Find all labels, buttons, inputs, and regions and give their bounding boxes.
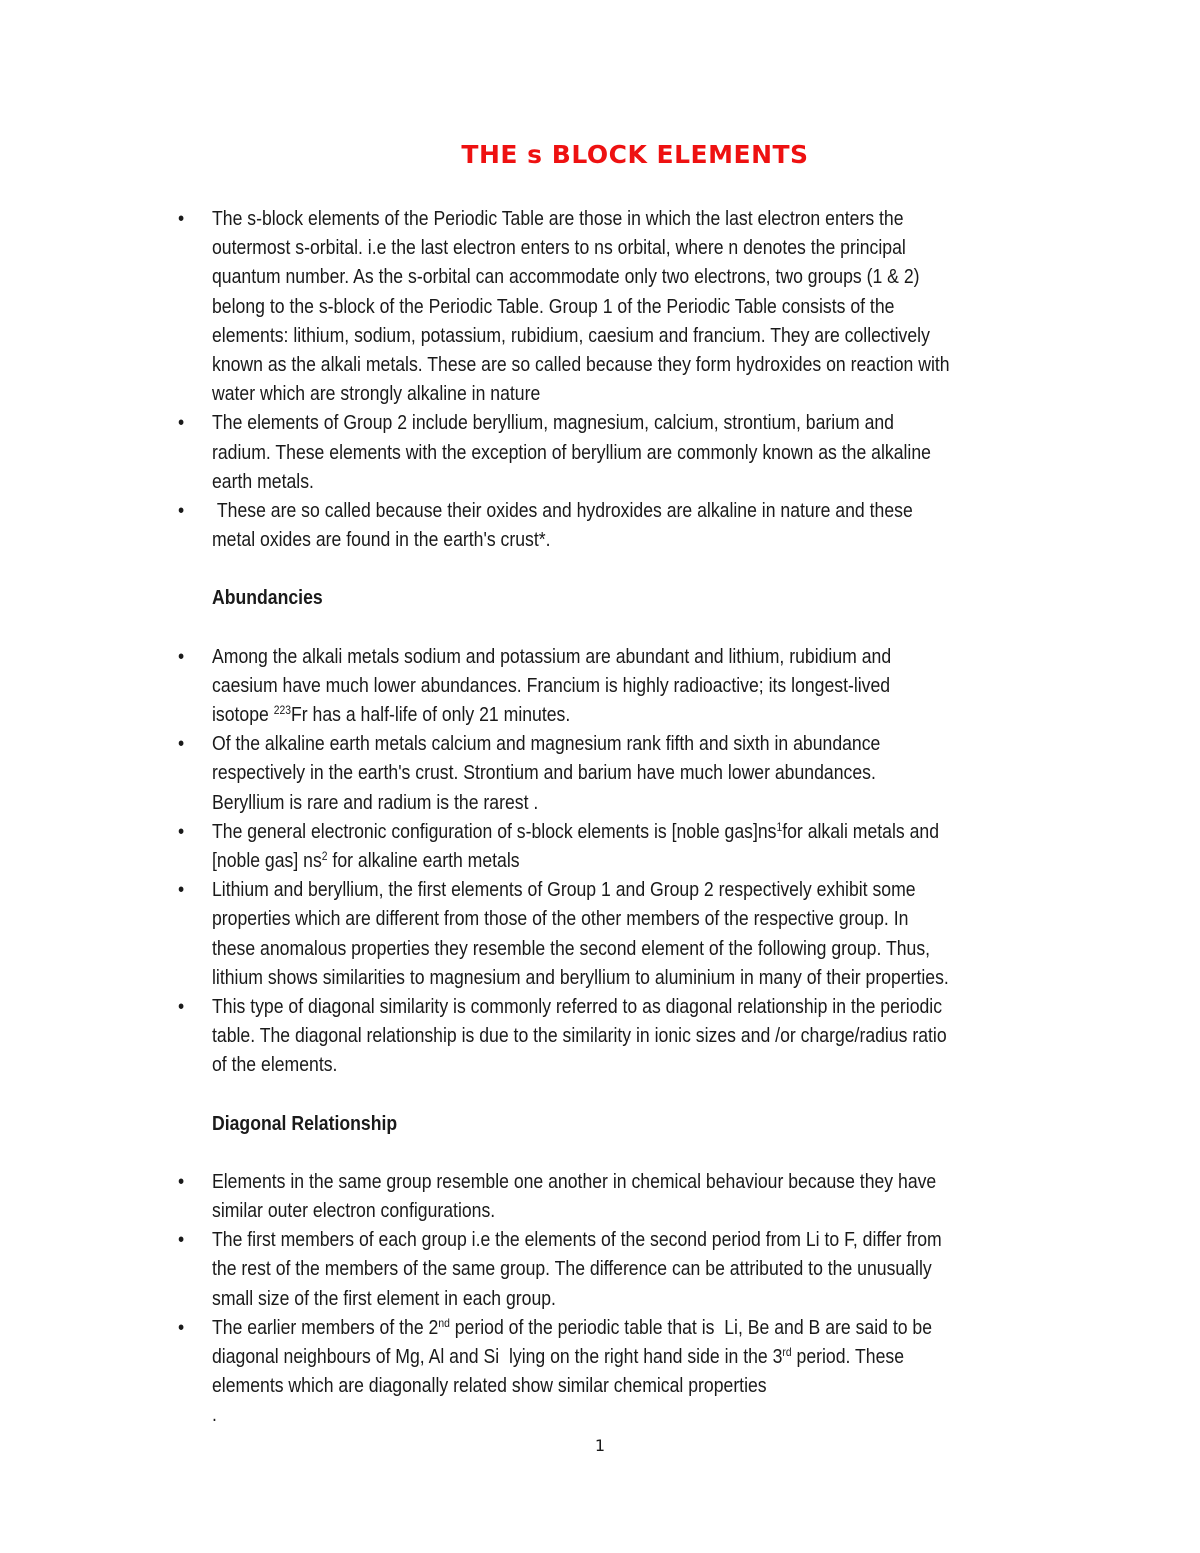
- paragraph-text: Of the alkaline earth metals calcium and magnesium rank fifth and sixth in abundance respectively in the earth's crust. Strontium and barium have much lower abundances. Beryllium is rare and radium is the rarest .: [212, 732, 881, 814]
- intro-list: [177, 204, 952, 554]
- bullet-icon: •: [177, 644, 185, 668]
- list-item: [177, 496, 952, 554]
- paragraph-text: Lithium and beryllium, the first elements of Group 1 and Group 2 respectively exhibit some properties which are different from those of the other members of the respective group. In these anomalous properties they resemble the second element of the following group. Thus, lithium shows similarities to magnesium and beryllium to aluminium in many of their properties.: [212, 878, 949, 989]
- text-run: for alkali metals and [noble gas] ns: [212, 819, 940, 873]
- diagonal-list: [177, 1167, 952, 1401]
- superscript: 2: [321, 849, 328, 864]
- abundancies-list: [177, 642, 952, 1080]
- paragraph-text: [212, 645, 891, 726]
- list-item: [177, 875, 952, 992]
- text-run: period of the periodic table that is Li, Be and B are said to be diagonal neighbours of Mg, Al and Si lying on the right hand side in the 3: [212, 1315, 937, 1369]
- list-item: [177, 729, 952, 817]
- text-run: The earlier members of the 2: [212, 1315, 439, 1339]
- text-run: Among the alkali metals sodium and potassium are abundant and lithium, rubidium and caesium have much lower abundances. Francium is highly radioactive; its longest-lived isotope: [212, 644, 892, 727]
- bullet-icon: •: [177, 207, 185, 230]
- text-run: Fr has a half-life of only 21 minutes.: [290, 703, 571, 727]
- list-item: [177, 408, 952, 496]
- page-number: 1: [594, 1436, 606, 1455]
- list-item: [177, 992, 952, 1080]
- bullet-icon: •: [177, 1169, 185, 1193]
- bullet-icon: •: [177, 995, 185, 1019]
- list-item: [177, 1225, 952, 1313]
- paragraph-text: [212, 1316, 937, 1397]
- paragraph-text: This type of diagonal similarity is commonly referred to as diagonal relationship in the periodic table. The diagonal relationship is due to the similarity in ionic sizes and /or charge/radius ratio of the elements.: [212, 995, 947, 1077]
- isotope-superscript: 223: [273, 703, 291, 718]
- page-title: THE s BLOCK ELEMENTS: [461, 140, 809, 169]
- ordinal-superscript: rd: [782, 1345, 792, 1360]
- text-run: The general electronic configuration of s-block elements is [noble gas]ns: [212, 819, 777, 843]
- paragraph-text: The elements of Group 2 include beryllium, magnesium, calcium, strontium, barium and radium. These elements with the exception of beryllium are commonly known as the alkaline earth metals.: [212, 411, 931, 493]
- paragraph-text: The s-block elements of the Periodic Table are those in which the last electron enters the outermost s-orbital. i.e the last electron enters to ns orbital, where n denotes the principal quantum number. As the s-orbital can accommodate only two electrons, two groups (1 & 2) belong to the s-block of the Periodic Table. Group 1 of the Periodic Table consists of the elements: lithium, sodium, potassium, rubidium, caesium and francium. They are collectively known as the alkali metals. These are so called because they form hydroxides on reaction with water which are strongly alkaline in nature: [212, 207, 950, 406]
- list-item: [177, 817, 952, 875]
- document-body: [177, 204, 952, 1430]
- paragraph-text: The first members of each group i.e the elements of the second period from Li to F, differ from the rest of the members of the same group. The difference can be attributed to the unusually small size of the first element in each group.: [212, 1228, 942, 1310]
- bullet-icon: •: [177, 1315, 185, 1339]
- trailing-dot: .: [212, 1403, 217, 1427]
- bullet-icon: •: [177, 878, 185, 902]
- bullet-icon: •: [177, 499, 185, 523]
- text-run: for alkaline earth metals: [327, 849, 520, 873]
- list-item: [177, 1167, 952, 1225]
- list-item: [177, 642, 952, 730]
- paragraph-text: Elements in the same group resemble one another in chemical behaviour because they have similar outer electron configurations.: [212, 1169, 937, 1223]
- superscript: 1: [776, 819, 783, 834]
- paragraph-text: These are so called because their oxides and hydroxides are alkaline in nature and these metal oxides are found in the earth's crust*.: [212, 499, 918, 552]
- ordinal-superscript: nd: [438, 1315, 450, 1330]
- list-item: [177, 1313, 952, 1401]
- text-run: period. These elements which are diagonally related show similar chemical properties: [212, 1345, 905, 1398]
- paragraph-text: [212, 820, 939, 872]
- section-heading-diagonal-relationship: Diagonal Relationship: [212, 1111, 398, 1135]
- bullet-icon: •: [177, 411, 185, 435]
- bullet-icon: •: [177, 732, 185, 756]
- bullet-icon: •: [177, 819, 185, 843]
- section-heading-abundancies: Abundancies: [212, 586, 323, 610]
- list-item: [177, 204, 952, 408]
- bullet-icon: •: [177, 1228, 185, 1252]
